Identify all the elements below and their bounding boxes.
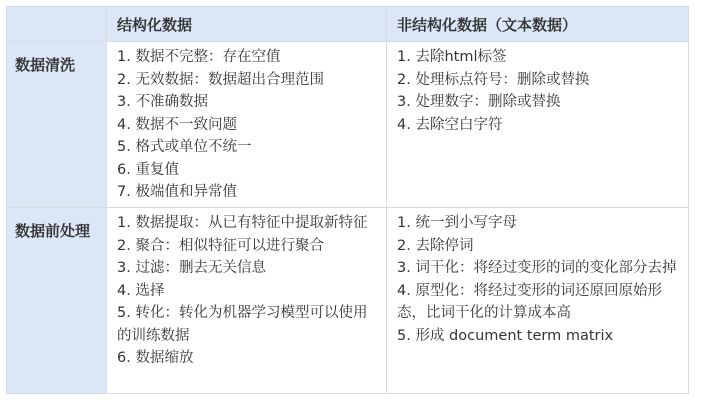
- table-row: [7, 42, 689, 208]
- list-item: 4. 数据不一致问题: [117, 116, 237, 133]
- row-label-data-preprocessing: 数据前处理: [7, 208, 107, 394]
- list-item: 4. 去除空白字符: [397, 116, 503, 133]
- cell-cleaning-unstructured: [387, 42, 689, 208]
- list-item: 4. 原型化：将经过变形的词还原回原始形态，比词干化的计算成本高: [397, 282, 662, 321]
- data-processing-comparison-table: [6, 6, 689, 394]
- header-row: [7, 7, 689, 42]
- list-item: 2. 去除停词: [397, 237, 474, 254]
- list-item: 1. 统一到小写字母: [397, 215, 517, 231]
- header-unstructured-data: 非结构化数据（文本数据）: [387, 7, 689, 42]
- list-item: 2. 聚合：相似特征可以进行聚合: [117, 237, 324, 254]
- table-row: [7, 208, 689, 394]
- list-item: 5. 形成 document term matrix: [397, 327, 614, 344]
- header-structured-data: 结构化数据: [107, 7, 387, 42]
- list-item: 5. 转化：转化为机器学习模型可以使用的训练数据: [117, 305, 368, 344]
- comparison-table-wrapper: [6, 6, 688, 394]
- list-item: 1. 数据提取：从已有特征中提取新特征: [117, 215, 368, 231]
- cell-preprocessing-structured: [107, 208, 387, 394]
- list-item: 5. 格式或单位不统一: [117, 139, 252, 155]
- header-corner-cell: [7, 7, 107, 42]
- list-item: 1. 数据不完整：存在空值: [117, 49, 281, 65]
- list-item: 4. 选择: [117, 282, 165, 299]
- cell-preprocessing-unstructured: [387, 208, 689, 394]
- list-item: 1. 去除html标签: [397, 49, 507, 65]
- list-item: 2. 处理标点符号：删除或替换: [397, 71, 590, 88]
- list-item: 3. 不准确数据: [117, 94, 208, 110]
- row-label-data-cleaning: 数据清洗: [7, 42, 107, 208]
- list-item: 3. 过滤：删去无关信息: [117, 260, 266, 276]
- list-item: 3. 处理数字：删除或替换: [397, 94, 561, 110]
- cell-cleaning-structured: [107, 42, 387, 208]
- list-item: 2. 无效数据：数据超出合理范围: [117, 71, 324, 88]
- list-item: 7. 极端值和异常值: [117, 184, 237, 200]
- list-item: 3. 词干化：将经过变形的词的变化部分去掉: [397, 260, 677, 276]
- list-item: 6. 数据缩放: [117, 350, 194, 366]
- list-item: 6. 重复值: [117, 161, 179, 178]
